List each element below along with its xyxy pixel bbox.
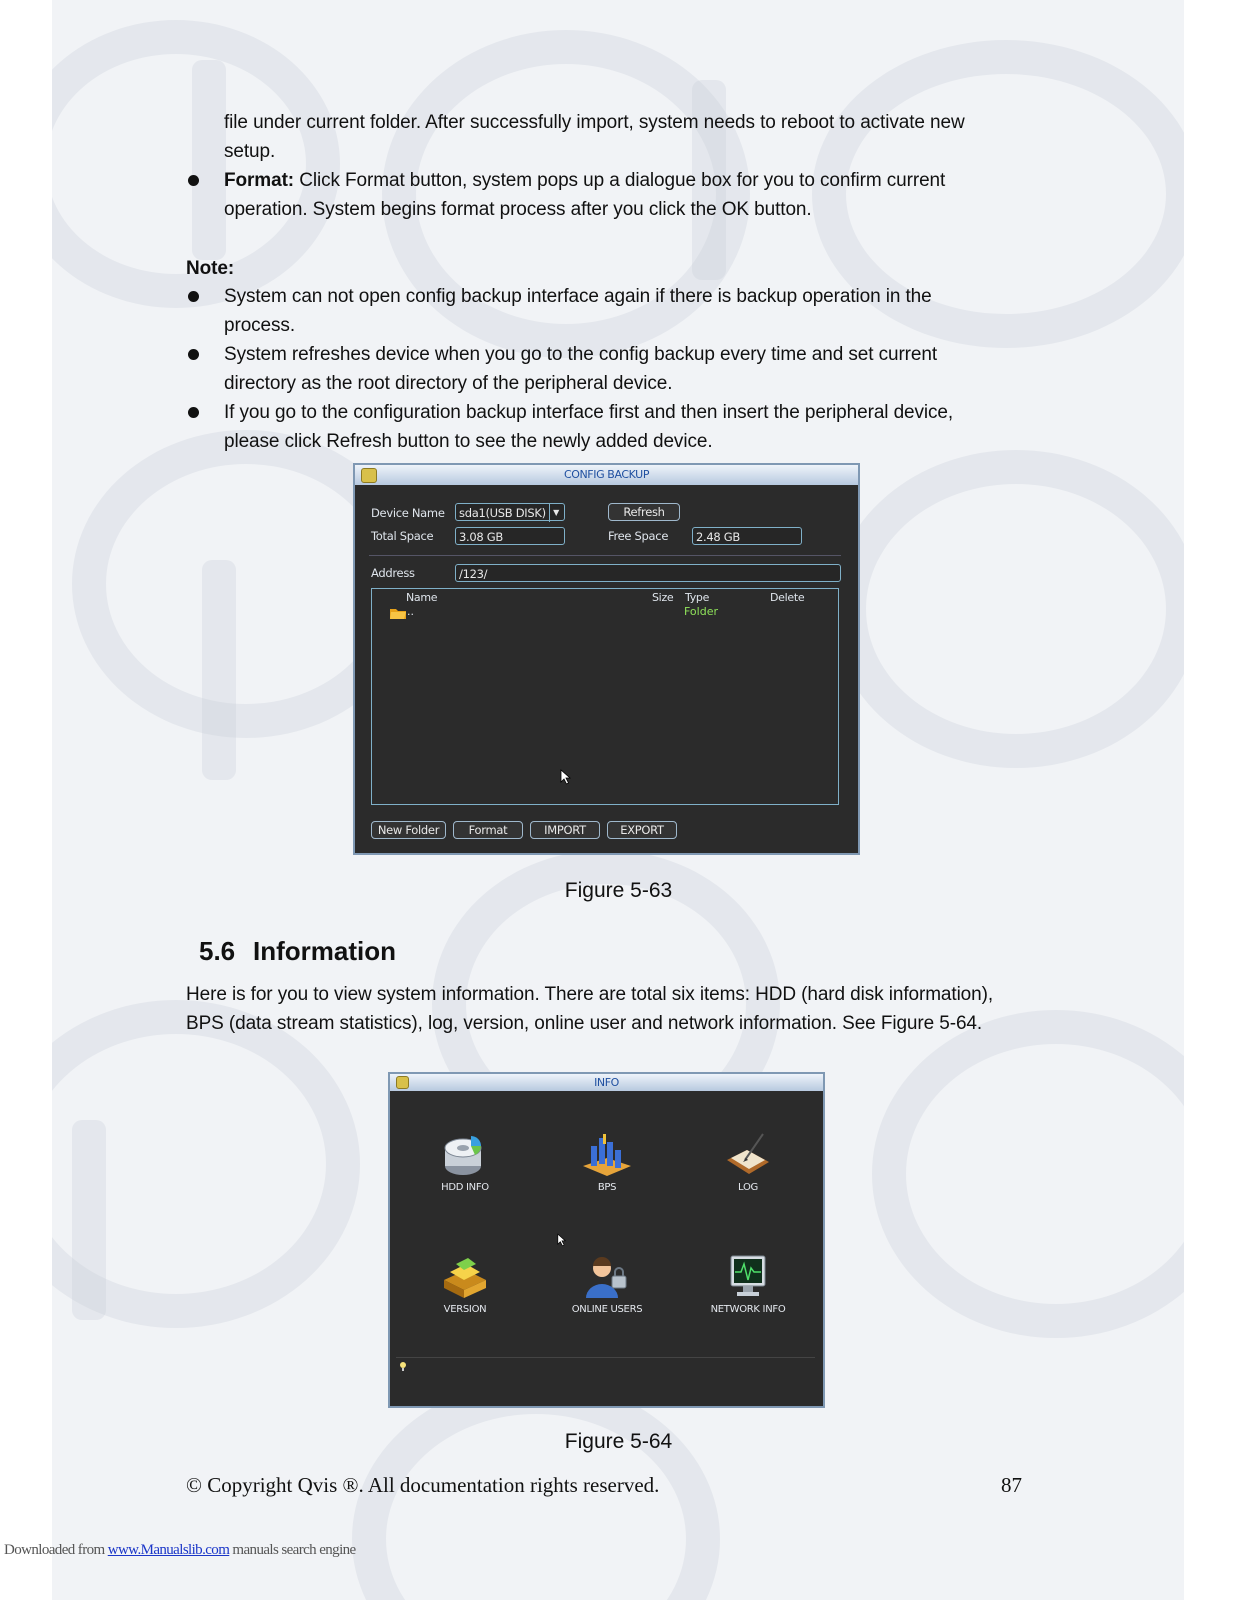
- section-body-line-2: BPS (data stream statistics), log, version, online user and network information. See Figure 5-64.: [186, 1013, 983, 1034]
- format-bullet-line-1: [224, 166, 945, 196]
- bullet-dot: [188, 175, 199, 186]
- device-name-value: sda1(USB DISK): [459, 506, 546, 520]
- hdd-icon: [441, 1132, 489, 1178]
- log-label: LOG: [738, 1182, 758, 1193]
- version-icon: [440, 1254, 490, 1300]
- hdd-info-item[interactable]: [410, 1132, 520, 1193]
- info-window: [388, 1072, 825, 1408]
- table-row[interactable]: [372, 605, 838, 621]
- bullet-dot: [188, 407, 199, 418]
- section-title: Information: [253, 936, 396, 966]
- online-users-label: ONLINE USERS: [571, 1304, 643, 1315]
- download-prefix: Downloaded from: [4, 1542, 108, 1558]
- format-text: Click Format button, system pops up a dialogue box for you to confirm current: [294, 170, 946, 191]
- log-icon: [723, 1132, 773, 1178]
- note-item-2-line-1: System refreshes device when you go to the config backup every time and set current: [224, 344, 938, 365]
- column-header-delete: Delete: [770, 591, 805, 604]
- bps-label: BPS: [597, 1182, 617, 1193]
- row-name: ..: [407, 605, 414, 618]
- import-button[interactable]: IMPORT: [530, 821, 600, 839]
- note-title: Note:: [186, 258, 235, 279]
- window-icon: [361, 468, 377, 483]
- info-title-bar: [390, 1074, 823, 1091]
- format-bullet-line-2: operation. System begins format process after you click the OK button.: [224, 199, 812, 220]
- note-item-3-line-1: If you go to the configuration backup interface first and then insert the peripheral device,: [224, 402, 954, 423]
- address-field[interactable]: /123/: [455, 564, 841, 582]
- config-backup-title: CONFIG BACKUP: [563, 468, 650, 481]
- format-label: Format:: [224, 170, 295, 191]
- download-notice: [4, 1542, 356, 1559]
- online-users-icon: [582, 1254, 632, 1300]
- network-info-item[interactable]: [693, 1254, 803, 1315]
- note-item-2-line-2: directory as the root directory of the peripheral device.: [224, 373, 673, 394]
- hdd-info-label: HDD INFO: [441, 1182, 489, 1193]
- window-icon: [396, 1076, 409, 1089]
- total-space-field: 3.08 GB: [455, 527, 565, 545]
- total-space-label: Total Space: [371, 529, 434, 543]
- network-monitor-icon: [725, 1254, 771, 1300]
- tip-bulb-icon: [399, 1361, 407, 1371]
- new-folder-button[interactable]: New Folder: [371, 821, 446, 839]
- mouse-cursor-icon: [557, 1233, 567, 1247]
- figure-5-63-caption: Figure 5-63: [564, 879, 673, 902]
- divider: [396, 1357, 815, 1358]
- footer-copyright: © Copyright Qvis ®. All documentation rights reserved.: [186, 1473, 660, 1497]
- section-number: 5.6: [199, 936, 236, 966]
- note-item-1-line-1: System can not open config backup interface again if there is backup operation in the: [224, 286, 932, 307]
- export-button[interactable]: EXPORT: [607, 821, 677, 839]
- folder-icon: [390, 607, 406, 619]
- manualslib-link[interactable]: www.Manualslib.com: [107, 1542, 230, 1558]
- bullet-dot: [188, 291, 199, 302]
- bullet-dot: [188, 349, 199, 360]
- bps-chart-icon: [581, 1132, 633, 1178]
- intro-line-1: file under current folder. After successfully import, system needs to reboot to activate new: [224, 112, 965, 133]
- note-item-1-line-2: process.: [224, 315, 296, 336]
- bps-item[interactable]: [552, 1132, 662, 1193]
- version-item[interactable]: [410, 1254, 520, 1315]
- page-number: 87: [1001, 1473, 1022, 1497]
- chevron-down-icon: ▼: [549, 504, 562, 522]
- intro-line-2: setup.: [224, 141, 276, 162]
- config-backup-title-bar: [355, 465, 858, 485]
- device-name-label: Device Name: [371, 506, 445, 520]
- address-label: Address: [371, 566, 415, 580]
- free-space-label: Free Space: [608, 529, 669, 543]
- version-label: VERSION: [443, 1304, 487, 1315]
- note-item-3-line-2: please click Refresh button to see the newly added device.: [224, 431, 713, 452]
- device-name-select[interactable]: [455, 503, 565, 521]
- row-type: Folder: [684, 605, 718, 618]
- download-suffix: manuals search engine: [229, 1542, 356, 1558]
- column-header-name: Name: [406, 591, 438, 604]
- log-item[interactable]: [693, 1132, 803, 1193]
- figure-5-64-caption: Figure 5-64: [564, 1430, 673, 1453]
- info-title: INFO: [594, 1076, 619, 1089]
- column-header-type: Type: [685, 591, 710, 604]
- column-header-size: Size: [652, 591, 674, 604]
- section-body-line-1: Here is for you to view system information. There are total six items: HDD (hard disk information),: [186, 984, 994, 1005]
- mouse-cursor-icon: [560, 769, 572, 785]
- free-space-field: 2.48 GB: [692, 527, 802, 545]
- online-users-item[interactable]: [552, 1254, 662, 1315]
- refresh-button[interactable]: Refresh: [608, 503, 680, 521]
- format-button[interactable]: Format: [453, 821, 523, 839]
- divider: [369, 555, 841, 556]
- network-info-label: NETWORK INFO: [710, 1304, 786, 1315]
- config-backup-window: [353, 463, 860, 855]
- file-list[interactable]: [371, 588, 839, 805]
